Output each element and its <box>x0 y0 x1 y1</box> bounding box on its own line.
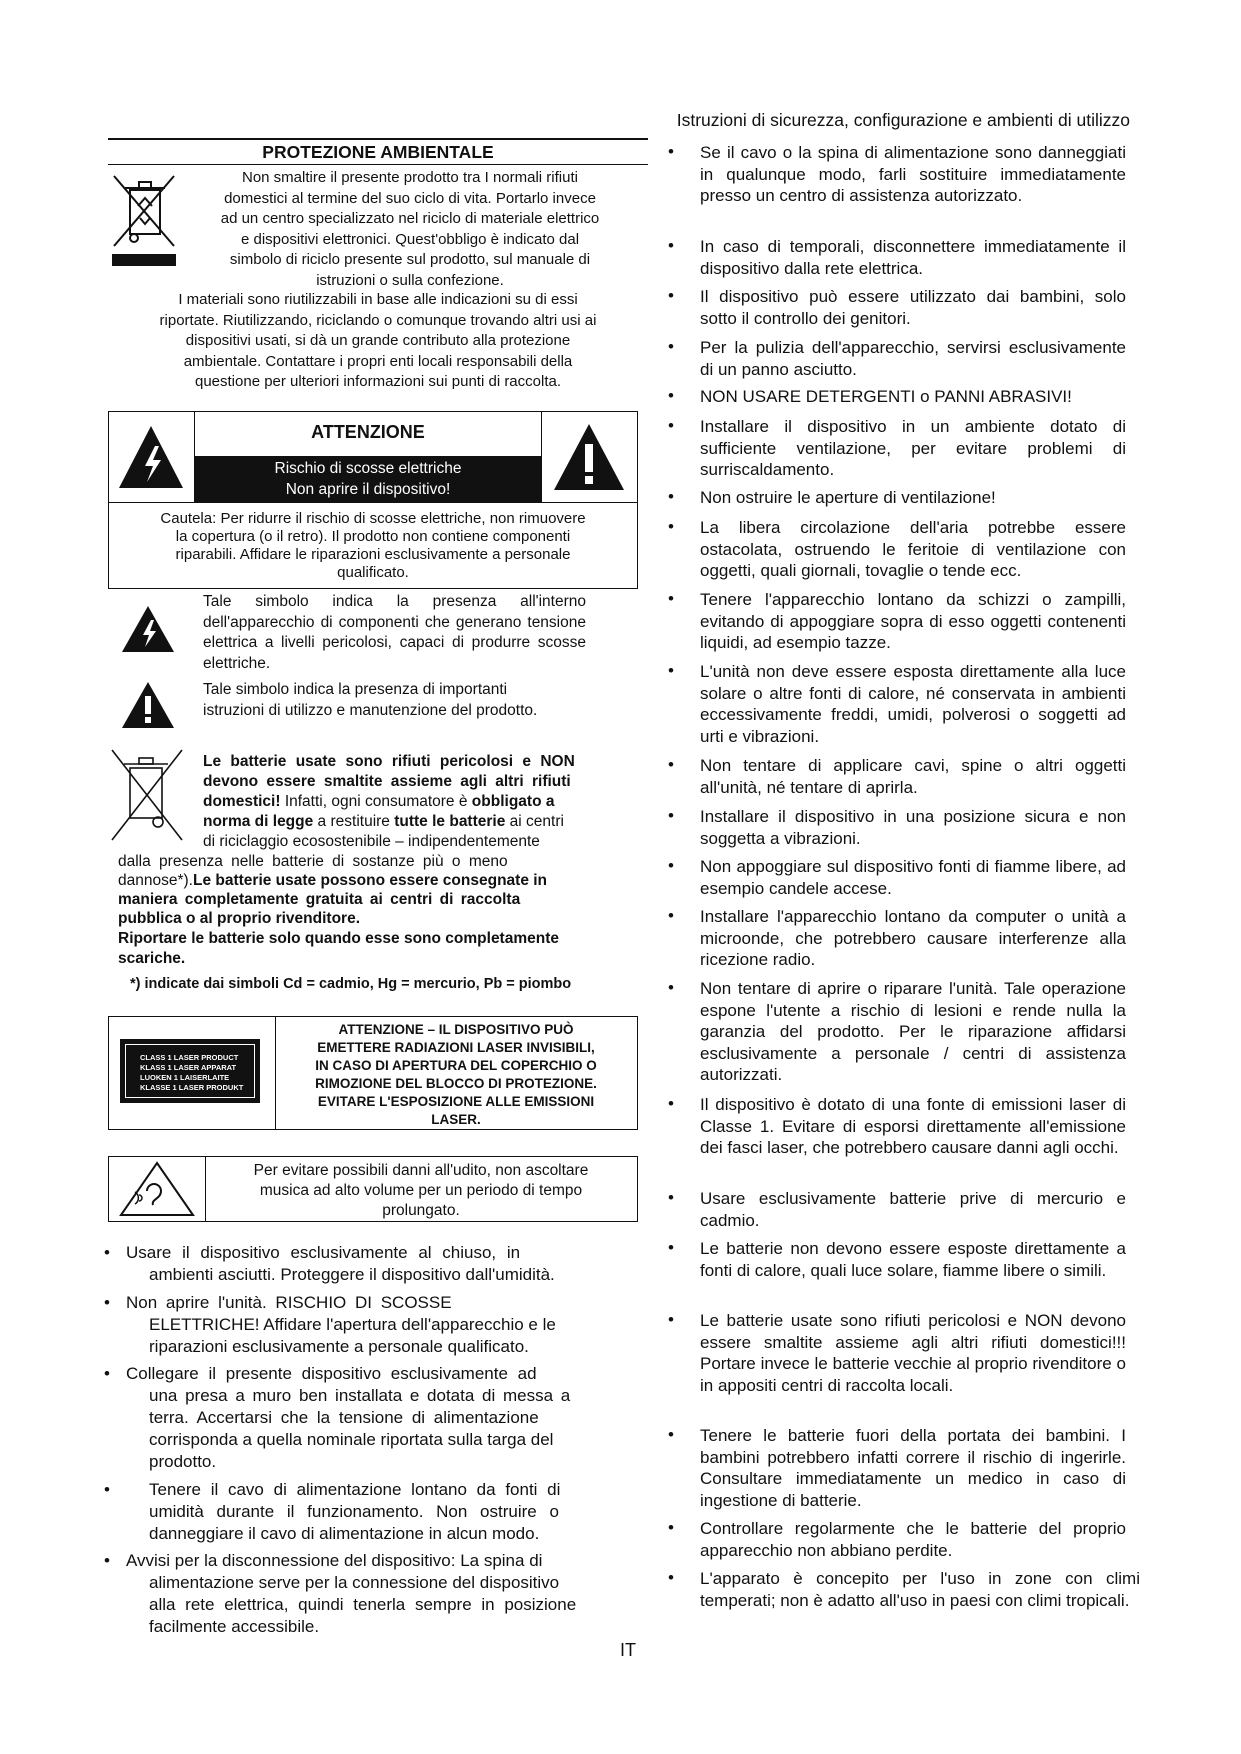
bullet-dot: • <box>104 1480 110 1499</box>
right-bullet-item: Per la pulizia dell'apparecchio, servirsi esclusivamente di un panno asciutto. <box>700 338 1126 379</box>
lightning-warning-icon <box>109 412 194 502</box>
env-line: I materiali sono riutilizzabili in base alle indicazioni su di essi <box>178 291 578 308</box>
left-bullet-line: alimentazione serve per la connessione del dispositivo <box>149 1573 560 1592</box>
env-line: questione per ulteriori informazioni sui punti di raccolta. <box>194 373 562 390</box>
laser-warning-text <box>275 1021 637 1129</box>
caution-line: la copertura (o il retro). Il prodotto non contiene componenti <box>175 528 571 545</box>
env-line: Non smaltire il presente prodotto tra I normali rifiuti <box>242 169 578 186</box>
laser-label-cell <box>109 1017 276 1129</box>
bullet-dot: • <box>668 386 674 405</box>
left-bullet-line: ambienti asciutti. Proteggere il dispositivo dall'umidità. <box>149 1265 555 1284</box>
language-code: IT <box>620 1640 636 1660</box>
caution-line: qualificato. <box>337 564 409 581</box>
caution-line: riparabili. Affidare le riparazioni esclusivamente a personale <box>175 546 571 563</box>
left-bullet-line: facilmente accessibile. <box>149 1617 320 1636</box>
right-bullet-item: La libera circolazione dell'aria potrebbe essere ostacolata, ostruendo le feritoie di ventilazione con oggetti, quali giornali, tovaglie o tende ecc. <box>700 518 1126 580</box>
caution-line: Cautela: Per ridurre il rischio di scosse elettriche, non rimuovere <box>160 510 586 527</box>
env-line: riportate. Riutilizzando, riciclando o comunque trovando altri usi ai <box>159 311 597 329</box>
warning-caution-text <box>115 510 631 582</box>
bullet-dot: • <box>668 1425 674 1444</box>
hearing-line: Per evitare possibili danni all'udito, non ascoltare <box>253 1162 589 1179</box>
battery-footnote: *) indicate dai simboli Cd = cadmio, Hg = mercurio, Pb = piombo <box>130 976 572 992</box>
bullet-dot: • <box>104 1551 110 1570</box>
excl-line: Tale simbolo indica la presenza di importanti <box>203 681 508 698</box>
bullet-dot: • <box>668 1094 674 1113</box>
warning-box <box>108 411 638 589</box>
env-line: simbolo di riciclo presente sul prodotto, sul manuale di <box>229 251 591 268</box>
hearing-icon-cell <box>109 1157 206 1221</box>
env-title-rule <box>108 164 648 165</box>
right-bullet-item: Non ostruire le aperture di ventilazione! <box>700 488 996 507</box>
battery-bold: norma di legge <box>203 813 314 830</box>
exclamation-symbol-text <box>203 680 603 721</box>
right-bullet-item: L'apparato è concepito per l'uso in zone con climi temperati; non è adatto all'uso in paesi con climi tropicali. <box>700 1569 1140 1610</box>
warning-no-open-text: Non aprire il dispositivo! <box>285 481 451 498</box>
battery-bold: tutte le batterie <box>394 813 506 830</box>
warning-header <box>109 412 637 503</box>
bullet-dot: • <box>668 978 674 997</box>
warning-right-cell <box>541 412 637 502</box>
right-bullet-item: Non tentare di applicare cavi, spine o altri oggetti all'unità, né tentare di aprirla. <box>700 756 1126 797</box>
right-bullet-item: Il dispositivo può essere utilizzato dai bambini, solo sotto il controllo dei genitori. <box>700 287 1126 328</box>
left-bullet-line: una presa a muro ben installata e dotata di messa a <box>149 1386 571 1405</box>
laser-class-label <box>120 1039 260 1103</box>
env-line: istruzioni o sulla confezione. <box>316 271 504 289</box>
right-bullet-item: Non appoggiare sul dispositivo fonti di fiamme libere, ad esempio candele accese. <box>700 857 1126 898</box>
right-bullet-item: Installare il dispositivo in un ambiente dotato di sufficiente ventilazione, per evitare problemi di surriscaldamento. <box>700 417 1126 479</box>
left-bullet-line: umidità durante il funzionamento. Non ostruire o <box>149 1502 559 1521</box>
bullet-dot: • <box>668 1518 674 1537</box>
left-bullet-line: danneggiare il cavo di alimentazione in alcun modo. <box>149 1524 540 1543</box>
env-line: ambientale. Contattare i propri enti locali responsabili della <box>183 352 573 370</box>
bullet-dot: • <box>668 416 674 435</box>
battery-line: pubblica o al proprio rivenditore. <box>118 910 360 927</box>
bullet-dot: • <box>668 1188 674 1207</box>
warning-shock-text: Rischio di scosse elettriche <box>274 460 462 477</box>
battery-bold: obbligato a <box>471 793 555 810</box>
left-bullet-line: prodotto. <box>149 1452 217 1471</box>
right-bullet-item: NON USARE DETERGENTI o PANNI ABRASIVI! <box>700 387 1072 406</box>
laser-label-text <box>125 1044 255 1098</box>
laser-label-line: CLASS 1 LASER PRODUCT <box>140 1053 239 1062</box>
bullet-dot: • <box>668 856 674 875</box>
hearing-line: prolungato. <box>382 1202 460 1219</box>
bullet-dot: • <box>668 337 674 356</box>
battery-line <box>118 871 547 891</box>
battery-line: maniera completamente gratuita ai centri di raccolta <box>118 891 521 908</box>
laser-warning-box <box>108 1016 638 1130</box>
right-bullet-item: Se il cavo o la spina di alimentazione sono danneggiati in qualunque modo, farli sostituire immediatamente presso un centro di assistenza autorizzato. <box>700 143 1126 205</box>
env-line: domestici al termine del suo ciclo di vita. Portarlo invece <box>224 189 596 207</box>
left-bullet-line: alla rete elettrica, quindi tenerla sempre in posizione <box>149 1595 577 1614</box>
right-bullet-item: Il dispositivo è dotato di una fonte di emissioni laser di Classe 1. Evitare di esporsi direttamente all'emissione dei fasci laser, che potrebbero causare danni agli occhi. <box>700 1095 1126 1157</box>
page-header: Istruzioni di sicurezza, configurazione e ambienti di utilizzo <box>676 110 1130 130</box>
hearing-warning-icon <box>109 1157 205 1221</box>
left-bullet-line: Non aprire l'unità. RISCHIO DI SCOSSE <box>126 1293 452 1312</box>
right-bullet-item: Tenere l'apparecchio lontano da schizzi o zampilli, evitando di appoggiare sopra di esso oggetti contenenti liquidi, ad esempio tazze. <box>700 590 1126 652</box>
left-bullet-line: Usare il dispositivo esclusivamente al chiuso, in <box>126 1243 521 1262</box>
battery-line: dalla presenza nelle batterie di sostanze più o meno <box>118 853 508 870</box>
env-line: e dispositivi elettronici. Quest'obbligo è indicato dal <box>240 230 580 248</box>
lightning-symbol-text: Tale simbolo indica la presenza all'interno dell'apparecchio di componenti che generano tensione elettrica a livelli pericolosi, capaci di produrre scosse elettriche. <box>203 593 586 672</box>
battery-regular: Infatti, ogni consumatore è <box>280 793 472 810</box>
battery-regular: ai centri <box>505 813 564 830</box>
exclamation-symbol-icon <box>120 680 176 730</box>
laser-line: ATTENZIONE – IL DISPOSITIVO PUÒ <box>338 1022 574 1037</box>
bullet-dot: • <box>668 517 674 536</box>
lightning-symbol-icon <box>120 604 176 654</box>
battery-line: devono essere smaltite assieme agli altri rifiuti <box>203 773 571 790</box>
battery-bold: domestici! <box>203 793 281 810</box>
battery-line: Le batterie usate sono rifiuti pericolosi e NON <box>203 753 575 770</box>
battery-bold: Le batterie usate possono essere consegnate in <box>192 872 548 889</box>
left-bullet-line: riparazioni esclusivamente a personale qualificato. <box>149 1337 529 1356</box>
battery-line: scariche. <box>118 950 186 967</box>
bullet-dot: • <box>668 755 674 774</box>
laser-label-line: LUOKEN 1 LAISERLAITE <box>140 1073 230 1082</box>
env-line: ad un centro specializzato nel riciclo di materiale elettrico <box>220 210 600 227</box>
hearing-warning-box <box>108 1156 638 1222</box>
laser-line: IN CASO DI APERTURA DEL COPERCHIO O <box>315 1058 597 1073</box>
warning-title: ATTENZIONE <box>311 422 425 442</box>
left-bullet-line: terra. Accertarsi che la tensione di alimentazione <box>149 1408 539 1427</box>
hearing-warning-text <box>205 1161 637 1221</box>
bullet-dot: • <box>668 286 674 305</box>
left-bullet-line: Collegare il presente dispositivo esclusivamente ad <box>126 1364 537 1383</box>
battery-line: di riciclaggio ecosostenibile – indipendentemente <box>203 833 540 850</box>
left-bullet-line: Avvisi per la disconnessione del dispositivo: La spina di <box>126 1551 543 1570</box>
battery-regular: a restituire <box>313 813 395 830</box>
env-paragraph-2 <box>108 290 648 393</box>
right-bullet-item: Installare il dispositivo in una posizione sicura e non soggetta a vibrazioni. <box>700 807 1126 848</box>
right-bullet-item: Usare esclusivamente batterie prive di mercurio e cadmio. <box>700 1189 1126 1230</box>
right-bullet-item: L'unità non deve essere esposta direttamente alla luce solare o altre fonti di calore, né conservata in ambienti eccessivamente freddi, umidi, polverosi o soggetti ad urti e vibrazioni. <box>700 662 1126 746</box>
laser-line: EVITARE L'ESPOSIZIONE ALLE EMISSIONI <box>317 1094 595 1109</box>
left-bullet-line: ELETTRICHE! Affidare l'apertura dell'apparecchio e le <box>149 1315 556 1334</box>
warning-black-banner <box>194 456 542 502</box>
bullet-dot: • <box>668 1310 674 1329</box>
bullet-dot: • <box>668 142 674 161</box>
laser-line: RIMOZIONE DEL BLOCCO DI PROTEZIONE. <box>315 1076 597 1091</box>
bullet-dot: • <box>668 1568 674 1587</box>
laser-line: EMETTERE RADIAZIONI LASER INVISIBILI, <box>317 1040 595 1055</box>
right-bullet-item: Controllare regolarmente che le batterie del proprio apparecchio non abbiano perdite. <box>700 1519 1126 1560</box>
bullet-dot: • <box>104 1364 110 1383</box>
bullet-dot: • <box>668 487 674 506</box>
bullet-dot: • <box>104 1243 110 1262</box>
battery-line <box>203 812 564 832</box>
hearing-line: musica ad alto volume per un periodo di tempo <box>259 1182 583 1199</box>
env-top-rule <box>108 138 648 140</box>
warning-left-cell <box>109 412 195 502</box>
right-bullet-item: Non tentare di aprire o riparare l'unità. Tale operazione espone l'utente a rischio di lesioni e rende nulla la garanzia del prodotto. Per le riparazione affidarsi esclusivamente a personale / centri di assistenza autorizzati. <box>700 979 1126 1084</box>
battery-line: Riportare le batterie solo quando esse sono completamente <box>118 930 559 947</box>
env-line: dispositivi usati, si dà un grande contributo alla protezione <box>185 332 571 349</box>
right-bullet-item: Le batterie usate sono rifiuti pericolosi e NON devono essere smaltite assieme agli altri rifiuti domestici!!! Portare invece le batterie vecchie al proprio rivenditore o in appositi centri di raccolta locali. <box>700 1311 1126 1395</box>
bullet-dot: • <box>668 236 674 255</box>
laser-line: LASER. <box>431 1112 481 1127</box>
battery-regular: dannose*). <box>118 872 193 889</box>
battery-bin-icon <box>106 746 186 846</box>
bullet-dot: • <box>668 806 674 825</box>
left-bullet-line: corrisponda a quella nominale riportata sulla targa del <box>149 1430 554 1449</box>
battery-line <box>203 792 554 812</box>
bullet-dot: • <box>668 1238 674 1257</box>
excl-line: istruzioni di utilizzo e manutenzione del prodotto. <box>203 701 538 719</box>
right-bullet-item: Le batterie non devono essere esposte direttamente a fonti di calore, quali luce solare, fiamme libere o simili. <box>700 1239 1126 1280</box>
laser-label-line: KLASS 1 LASER APPARAT <box>140 1063 237 1072</box>
bullet-dot: • <box>104 1293 110 1312</box>
bullet-dot: • <box>668 661 674 680</box>
bullet-dot: • <box>668 906 674 925</box>
laser-label-line: KLASSE 1 LASER PRODUKT <box>140 1083 244 1092</box>
right-bullet-item: Installare l'apparecchio lontano da computer o unità a microonde, che potrebbero causare interferenze alla ricezione radio. <box>700 907 1126 969</box>
env-paragraph-1 <box>180 168 640 291</box>
crossed-bin-icon <box>108 170 180 272</box>
right-bullet-item: In caso di temporali, disconnettere immediatamente il dispositivo dalla rete elettrica. <box>700 237 1126 278</box>
left-bullet-line: Tenere il cavo di alimentazione lontano da fonti di <box>149 1480 561 1499</box>
exclamation-warning-icon <box>542 412 637 502</box>
right-bullet-item: Tenere le batterie fuori della portata dei bambini. I bambini potrebbero infatti correre il rischio di ingerirle. Consultare immediatamente un medico in caso di ingestione di batterie. <box>700 1426 1126 1510</box>
bullet-dot: • <box>668 589 674 608</box>
env-title: PROTEZIONE AMBIENTALE <box>262 142 494 162</box>
